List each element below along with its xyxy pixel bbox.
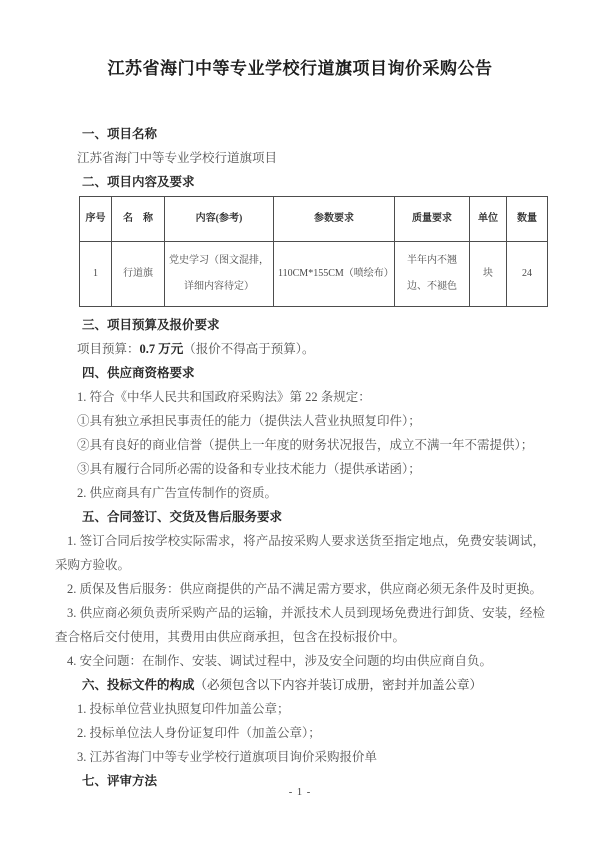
col-header-content: 内容(参考) [165,197,274,242]
s4-item-3: ②具有良好的商业信誉（提供上一年度的财务状况报告，成立不满一年不需提供）； [77,438,534,452]
budget-label: 项目预算： [77,342,140,356]
section-6-heading [55,673,545,697]
cell-name: 行道旗 [112,242,165,307]
cell-params: 110CM*155CM（喷绘布） [274,242,395,307]
cell-unit: 块 [470,242,507,307]
project-items-table [79,196,548,307]
section-1-heading: 一、项目名称 [82,127,158,141]
section-6-heading-bold: 六、投标文件的构成 [82,678,195,692]
s5-item-1: 1. 签订合同后按学校实际需求，将产品按采购人要求送货至指定地点，免费安装调试，采购方验收。 [55,534,545,572]
budget-line [55,337,545,361]
budget-note: （报价不得高于预算）。 [183,342,315,356]
section-5-heading: 五、合同签订、交货及售后服务要求 [82,510,283,524]
col-header-unit: 单位 [470,197,507,242]
cell-content: 党史学习（图文混排，详细内容待定） [165,242,274,307]
section-2-heading: 二、项目内容及要求 [82,175,195,189]
budget-amount: 0.7 万元 [139,342,184,356]
col-header-name: 名 称 [112,197,165,242]
s4-item-2: ①具有独立承担民事责任的能力（提供法人营业执照复印件）； [77,414,421,428]
col-header-qty: 数量 [507,197,548,242]
cell-qty: 24 [507,242,548,307]
section-7-heading: 七、评审方法 [82,774,158,788]
cell-index: 1 [80,242,112,307]
s4-item-4: ③具有履行合同所必需的设备和专业技术能力（提供承诺函）； [77,462,421,476]
s4-item-5: 2. 供应商具有广告宣传制作的资质。 [77,486,278,500]
section-6-heading-note: （必须包含以下内容并装订成册，密封并加盖公章） [194,678,483,692]
cell-quality: 半年内不翘边、不褪色 [395,242,470,307]
document-title: 江苏省海门中等专业学校行道旗项目询价采购公告 [107,59,493,78]
table-header-row [80,197,548,242]
s5-item-4: 4. 安全问题：在制作、安装、调试过程中，涉及安全问题的均由供应商自负。 [67,654,493,668]
s6-item-2: 2. 投标单位法人身份证复印件（加盖公章）； [77,726,321,740]
project-name-text: 江苏省海门中等专业学校行道旗项目 [77,151,278,165]
page-number: - 1 - [288,787,312,798]
col-header-quality: 质量要求 [395,197,470,242]
section-3-heading: 三、项目预算及报价要求 [82,318,220,332]
s6-item-3: 3. 江苏省海门中等专业学校行道旗项目询价采购报价单 [77,750,378,764]
s5-item-3: 3. 供应商必须负责所采购产品的运输，并派技术人员到现场免费进行卸货、安装，经检查合格后交付使用，其费用由供应商承担，包含在投标报价中。 [55,606,545,644]
col-header-params: 参数要求 [274,197,395,242]
s5-item-2: 2. 质保及售后服务：供应商提供的产品不满足需方要求，供应商必须无条件及时更换。 [67,582,543,596]
s4-item-1: 1. 符合《中华人民共和国政府采购法》第 22 条规定： [77,390,371,404]
document-body [55,122,545,793]
col-header-index: 序号 [80,197,112,242]
section-4-heading: 四、供应商资格要求 [82,366,195,380]
table-row [80,242,548,307]
s6-item-1: 1. 投标单位营业执照复印件加盖公章； [77,702,290,716]
